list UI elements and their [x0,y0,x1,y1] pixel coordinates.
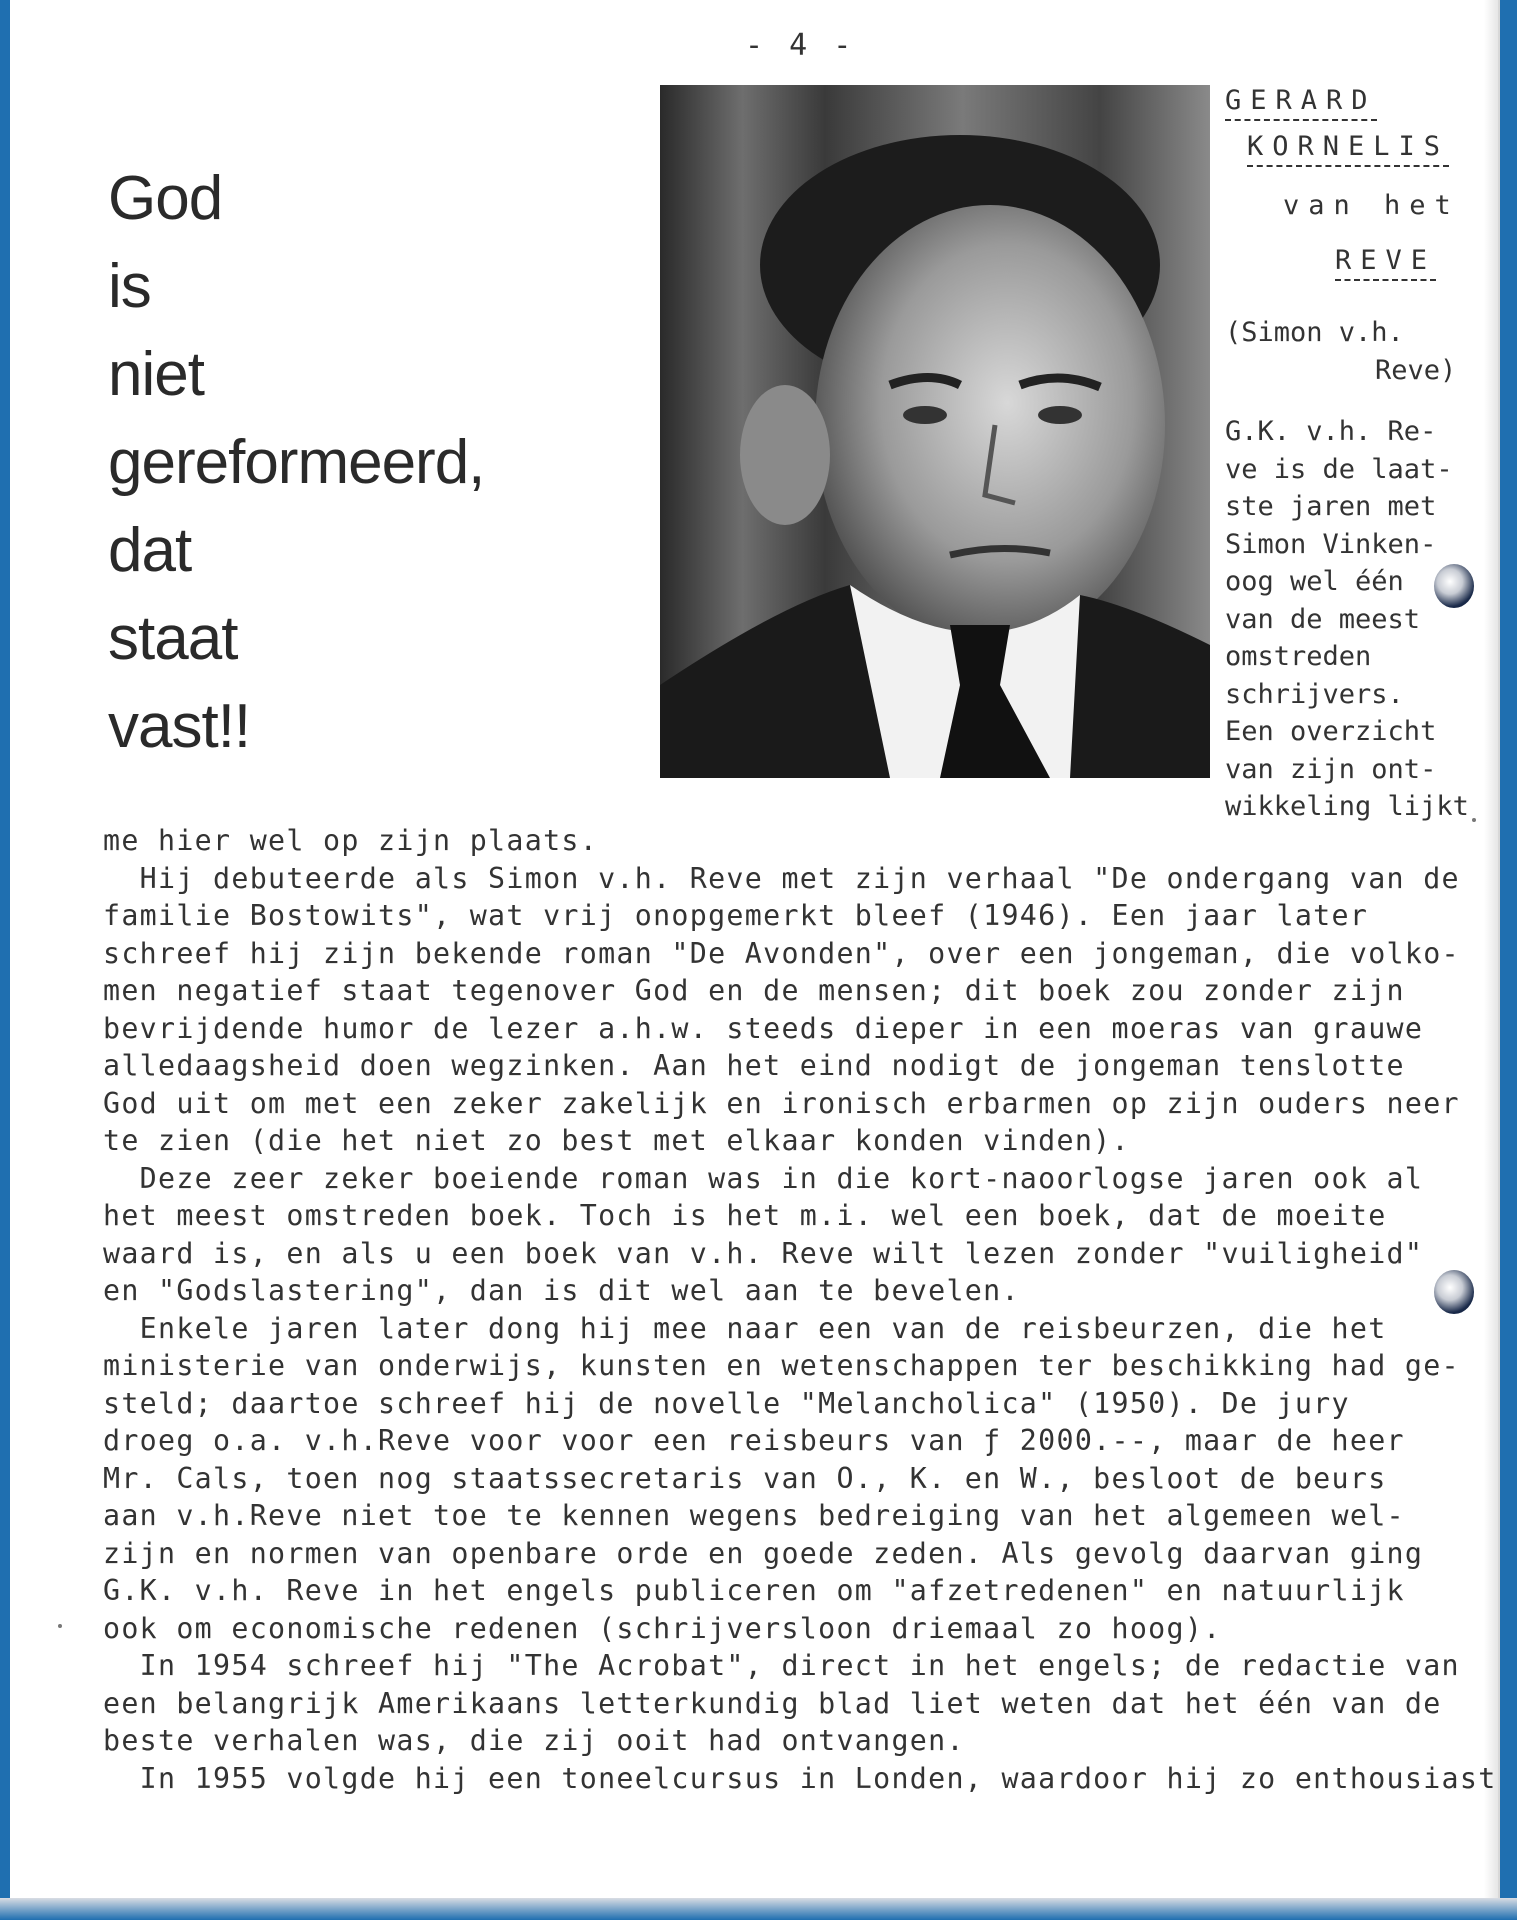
body-line: men negatief staat tegenover God en de mensen; dit boek zou zonder zijn [103,974,1405,1007]
body-line: ministerie van onderwijs, kunsten en wetenschappen ter beschikking had ge- [103,1349,1460,1382]
author-name-second: KORNELIS [1247,131,1449,167]
paper-speck [58,1624,62,1628]
sidebar-body-line: schrijvers. [1225,678,1404,710]
body-line: In 1954 schreef hij "The Acrobat", direct in het engels; de redactie van [103,1649,1460,1682]
sidebar-body-line: van zijn ont- [1225,753,1437,785]
document-page [10,0,1500,1898]
sidebar-body-line: van de meest [1225,603,1421,635]
body-line: familie Bostowits", wat vrij onopgemerkt bleef (1946). Een jaar later [103,899,1369,932]
paper-speck [1472,818,1476,822]
body-line: Hij debuteerde als Simon v.h. Reve met zijn verhaal "De ondergang van de [103,861,1460,895]
body-line: een belangrijk Amerikaans letterkundig blad liet weten dat het één van de [103,1686,1442,1720]
body-line: bevrijdende humor de lezer a.h.w. steeds dieper in een moeras van grauwe [103,1011,1424,1045]
headline [108,155,484,771]
binder-hole-icon [1434,1270,1474,1314]
body-line: te zien (die het niet zo best met elkaar konden vinden). [103,1124,1130,1157]
headline-line: staat [108,604,238,673]
body-line: steld; daartoe schreef hij de novelle "Melancholica" (1950). De jury [103,1386,1350,1420]
sidebar-body-line: Simon Vinken- [1225,528,1437,560]
sidebar-body [1225,413,1469,826]
body-line: aan v.h.Reve niet toe te kennen wegens bedreiging van het algemeen wel- [103,1499,1405,1532]
page-number: - 4 - [745,28,856,63]
body-line: G.K. v.h. Reve in het engels publiceren om "afzetredenen" en natuurlijk [103,1574,1405,1607]
body-line: God uit om met een zeker zakelijk en ironisch erbarmen op zijn ouders neer [103,1086,1460,1120]
author-name-first: GERARD [1225,85,1377,121]
body-line: en "Godslastering", dan is dit wel aan te bevelen. [103,1274,1020,1307]
author-name-mid: van het [1283,190,1460,221]
body-line: waard is, en als u een boek van v.h. Reve wilt lezen zonder "vuiligheid" [103,1236,1424,1270]
headline-line: God [108,164,223,233]
sidebar-body-line: G.K. v.h. Re- [1225,416,1437,447]
sidebar-body-line: ve is de laat- [1225,453,1453,485]
body-line: droeg o.a. v.h.Reve voor voor een reisbeurs van ƒ 2000.--, maar de heer [103,1424,1405,1457]
headline-line: dat [108,516,192,585]
body-line: Deze zeer zeker boeiende roman was in die kort-naoorlogse jaren ook al [103,1161,1424,1195]
body-line: beste verhalen was, die zij ooit had ontvangen. [103,1724,965,1757]
article-body [103,822,1498,1797]
body-line: het meest omstreden boek. Toch is het m.i. wel een boek, dat de moeite [103,1199,1387,1232]
sidebar-body-line: omstreden [1225,641,1372,672]
body-line: In 1955 volgde hij een toneelcursus in Londen, waardoor hij zo enthousiast [103,1761,1497,1795]
binder-hole-icon [1434,564,1474,608]
author-portrait-photo [660,85,1210,778]
sidebar-body-line: wikkeling lijkt [1225,791,1469,822]
headline-line: niet [108,340,204,409]
body-line: alledaagsheid doen wegzinken. Aan het eind nodigt de jongeman tenslotte [103,1049,1405,1082]
sidebar-body-line: oog wel één [1225,566,1404,597]
body-line: Mr. Cals, toen nog staatssecretaris van O., K. en W., besloot de beurs [103,1461,1387,1495]
body-line: Enkele jaren later dong hij mee naar een van de reisbeurzen, die het [103,1311,1387,1345]
sidebar-body-line: ste jaren met [1225,491,1437,522]
headline-line: vast!! [108,692,251,761]
body-line: zijn en normen van openbare orde en goede zeden. Als gevolg daarvan ging [103,1536,1424,1570]
body-line: schreef hij zijn bekende roman "De Avonden", over een jongeman, die volko- [103,936,1460,970]
sidebar-body-line: Een overzicht [1225,716,1437,747]
author-alias-line-1: (Simon v.h. [1225,317,1404,348]
portrait-illustration [660,85,1210,778]
body-line: ook om economische redenen (schrijversloon driemaal zo hoog). [103,1611,1222,1645]
author-alias-line-2: Reve) [1375,355,1457,386]
background-strip [0,1898,1517,1920]
headline-line: gereformeerd, [108,428,485,497]
author-name-last: REVE [1335,245,1436,281]
headline-line: is [108,252,151,321]
body-line: me hier wel op zijn plaats. [103,824,599,857]
